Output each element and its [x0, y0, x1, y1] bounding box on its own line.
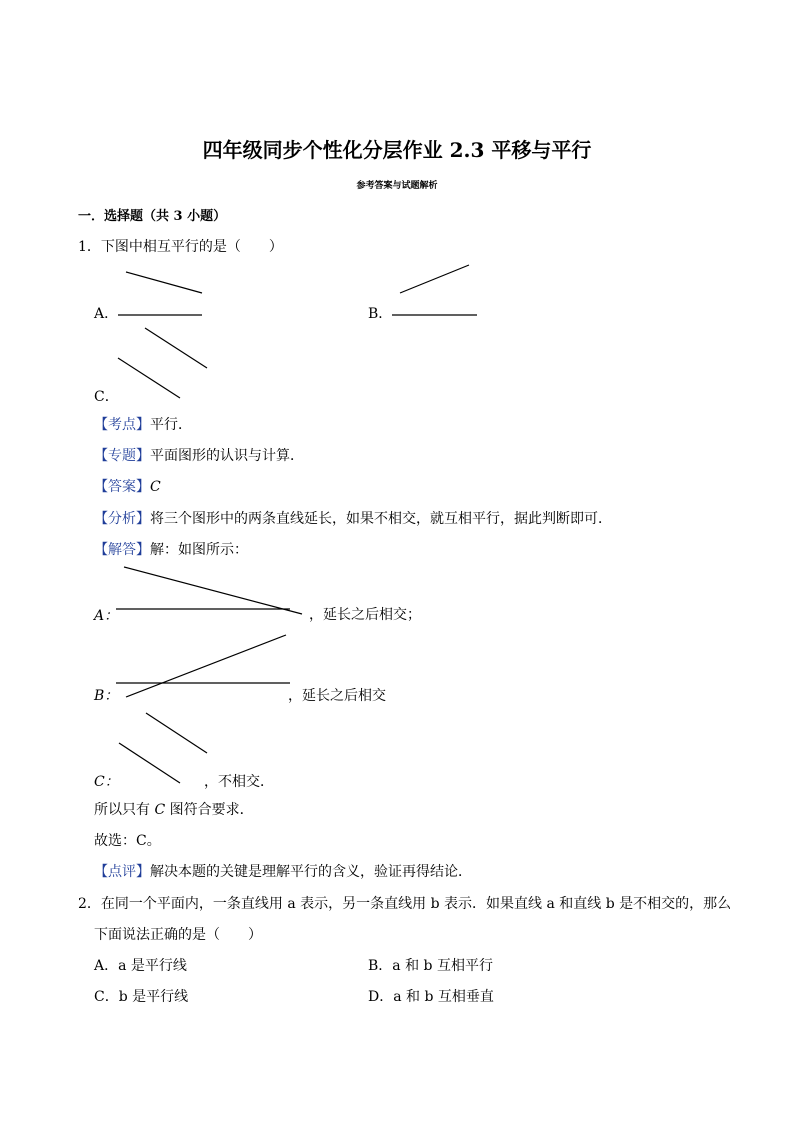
q1-dianping: [94, 861, 472, 881]
q1-stem: 1．下图中相互平行的是（ ）: [78, 239, 283, 255]
fenxi-text: 将三个图形中的两条直线延长，如果不相交，就互相平行，据此判断即可．: [150, 511, 612, 527]
sol-c-result: ，不相交．: [204, 774, 274, 790]
sol-b-result: ，延长之后相交: [288, 688, 386, 704]
kaodian-text: 平行．: [150, 417, 192, 433]
sol-a-slant: [124, 567, 302, 614]
page-title: 四年级同步个性化分层作业 2.3 平移与平行: [202, 138, 592, 162]
q1-option-c: C．: [94, 389, 119, 405]
sol-c-line1: [146, 713, 207, 753]
q1-conclusion: [94, 799, 254, 819]
q2-option-c: C．b 是平行线: [94, 989, 189, 1005]
q1-choice: 故选：C。: [94, 833, 161, 849]
dianping-text: 解决本题的关键是理解平行的含义，验证再得结论．: [150, 864, 472, 880]
page-subtitle: 参考答案与试题解析: [356, 181, 438, 191]
kaodian-tag: 【考点】: [94, 417, 150, 433]
fenxi-tag: 【分析】: [94, 511, 150, 527]
q2-stem-line2: 下面说法正确的是（ ）: [94, 927, 262, 943]
q2-stem-line1: 2．在同一个平面内，一条直线用 a 表示，另一条直线用 b 表示．如果直线 a 和直线 b 是不相交的，那么: [78, 896, 732, 912]
jieda-text: 解：如图所示：: [150, 542, 248, 558]
q2-option-d: D．a 和 b 互相垂直: [368, 989, 494, 1005]
q1-option-a: A．: [94, 306, 119, 322]
conclusion-pre: 所以只有: [94, 802, 155, 818]
sol-a-label: A：: [94, 608, 119, 624]
q2-option-a: A．a 是平行线: [94, 958, 187, 974]
sol-c-line2: [119, 743, 180, 783]
daan-text: C: [150, 479, 161, 495]
zhuanti-tag: 【专题】: [94, 448, 150, 464]
daan-tag: 【答案】: [94, 479, 150, 495]
conclusion-post: 图符合要求．: [165, 802, 254, 818]
sol-c-label: C：: [94, 774, 119, 790]
q2-option-b: B．a 和 b 互相平行: [368, 958, 493, 974]
q1-option-b: B．: [368, 306, 393, 322]
conclusion-var: C: [154, 802, 166, 818]
dianping-tag: 【点评】: [94, 864, 150, 880]
sol-a-result: ，延长之后相交；: [309, 607, 421, 623]
jieda-tag: 【解答】: [94, 542, 150, 558]
section-heading: 一．选择题（共 3 小题）: [78, 209, 227, 224]
sol-b-slant: [126, 635, 286, 697]
zhuanti-text: 平面图形的认识与计算．: [150, 448, 304, 464]
sol-b-label: B：: [94, 688, 119, 704]
